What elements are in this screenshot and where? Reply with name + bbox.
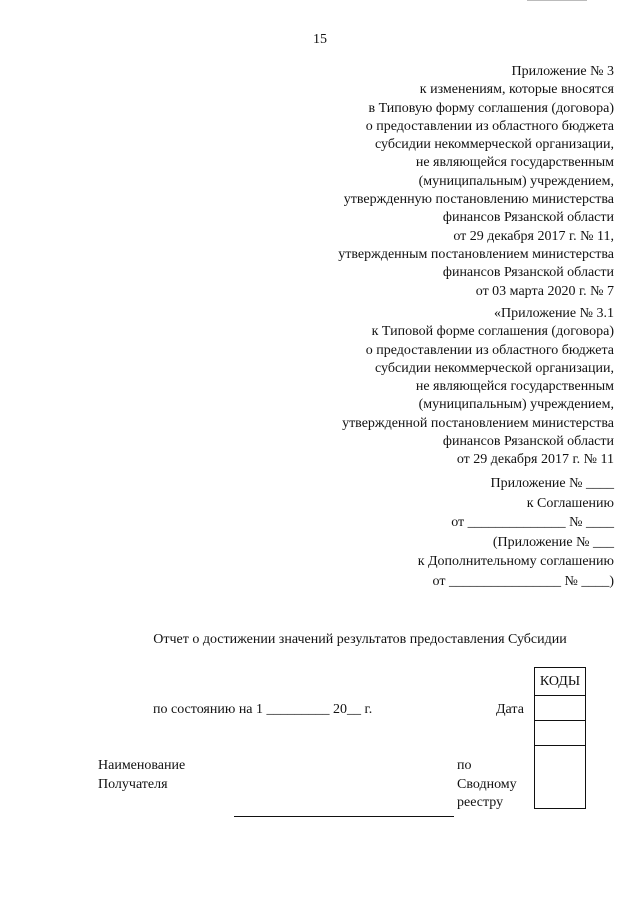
report-title: Отчет о достижении значений результатов предоставления Субсидии — [153, 632, 567, 647]
appendix-line: (муниципальным) учреждением, — [418, 173, 614, 189]
registry-label — [457, 757, 517, 813]
registry-label-line: реестру — [457, 795, 504, 810]
agreement-line: к Дополнительному соглашению — [417, 554, 614, 569]
code-cell-registry — [535, 746, 586, 809]
appendix-line: к Типовой форме соглашения (договора) — [371, 324, 614, 340]
agreement-line: к Соглашению — [526, 495, 614, 511]
appendix-line: о предоставлении из областного бюджета — [365, 118, 614, 134]
agreement-reference — [418, 474, 614, 591]
appendix-line: утвержденную постановлению министерства — [343, 192, 614, 208]
appendix-line: (муниципальным) учреждением, — [418, 397, 614, 413]
recipient-label-line: Наименование — [98, 758, 186, 773]
top-edge-line — [527, 0, 587, 1]
as-of-date: по состоянию на 1 _________ 20__ г. — [153, 702, 373, 717]
appendix-line: «Приложение № 3.1 — [494, 306, 614, 321]
recipient-label-line: Получателя — [98, 776, 168, 792]
appendix-line: от 29 декабря 2017 г. № 11, — [453, 228, 614, 244]
appendix-line: утвержденной постановлением министерства — [342, 415, 614, 431]
recipient-name-underline — [234, 816, 454, 817]
appendix-line: Приложение № 3 — [511, 64, 614, 79]
appendix-line: от 03 марта 2020 г. № 7 — [475, 283, 614, 299]
code-cell-blank — [535, 721, 586, 746]
agreement-line: (Приложение № ___ — [492, 534, 614, 550]
appendix-line: утвержденным постановлением министерства — [338, 246, 614, 262]
appendix-3-header — [338, 63, 614, 301]
page-number: 15 — [313, 32, 327, 47]
registry-label-line: Сводному — [457, 776, 517, 792]
appendix-line: не являющейся государственным — [415, 155, 614, 171]
codes-table — [534, 667, 586, 809]
appendix-line: не являющейся государственным — [415, 379, 614, 395]
appendix-line: от 29 декабря 2017 г. № 11 — [456, 452, 614, 468]
appendix-line: финансов Рязанской области — [442, 210, 614, 226]
agreement-line: от ______________ № ____ — [451, 515, 614, 530]
appendix-3-1-header — [342, 305, 614, 470]
code-cell-date — [535, 696, 586, 721]
appendix-line: субсидии некоммерческой организации, — [375, 137, 614, 153]
appendix-line: финансов Рязанской области — [442, 434, 614, 450]
date-label: Дата — [496, 702, 524, 717]
agreement-line: Приложение № ____ — [490, 476, 614, 491]
appendix-line: о предоставлении из областного бюджета — [365, 342, 614, 358]
appendix-line: субсидии некоммерческой организации, — [375, 360, 614, 376]
agreement-line: от ________________ № ____) — [432, 573, 614, 589]
appendix-line: к изменениям, которые вносятся — [419, 82, 614, 98]
recipient-name-label — [98, 757, 185, 794]
appendix-line: финансов Рязанской области — [442, 265, 614, 281]
codes-header: КОДЫ — [535, 668, 586, 696]
registry-label-line: по — [457, 758, 472, 773]
appendix-line: в Типовую форму соглашения (договора) — [368, 100, 614, 116]
